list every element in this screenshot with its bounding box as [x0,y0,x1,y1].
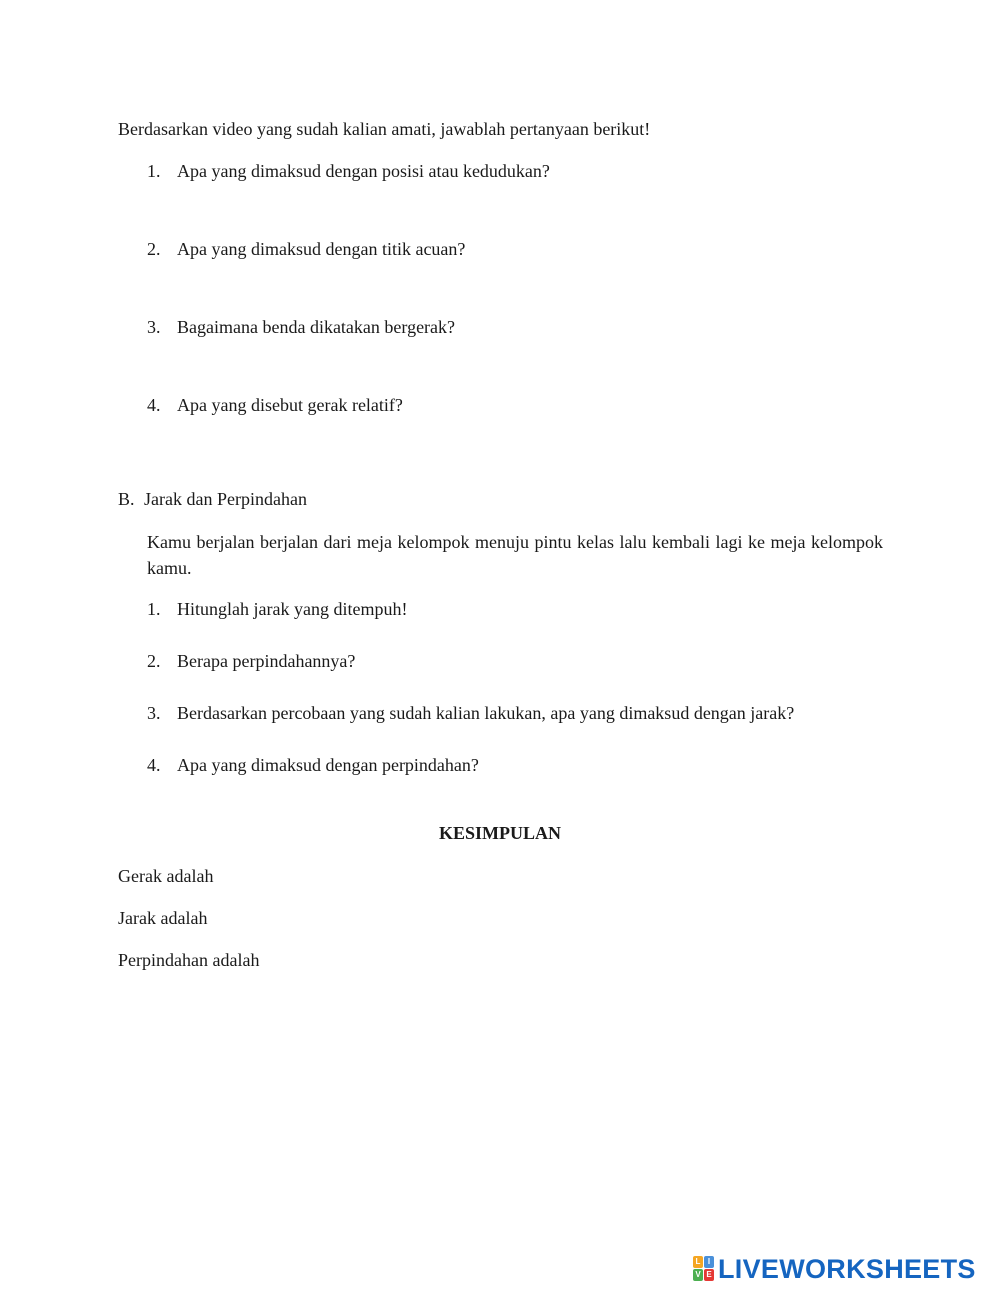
question-a4 [147,392,403,418]
question-text: Apa yang disebut gerak relatif? [177,395,403,415]
question-text: Berdasarkan percobaan yang sudah kalian lakukan, apa yang dimaksud dengan jarak? [177,703,795,723]
question-number: 1. [147,161,161,181]
question-a1 [147,158,550,184]
logo-mark-icon: L I V E [693,1256,715,1282]
intro-instruction: Berdasarkan video yang sudah kalian amati, jawablah pertanyaan berikut! [118,119,651,139]
question-a3 [147,314,455,340]
question-text: Apa yang dimaksud dengan titik acuan? [177,239,466,259]
section-b-heading [118,486,307,512]
question-number: 2. [147,651,161,671]
liveworksheets-logo [693,1253,976,1285]
question-number: 1. [147,599,161,619]
question-a2 [147,236,465,262]
question-b3 [147,700,794,726]
question-number: 4. [147,755,161,775]
section-b-paragraph: Kamu berjalan berjalan dari meja kelompok menuju pintu kelas lalu kembali lagi ke meja kelompok kamu. [147,532,883,578]
question-text: Apa yang dimaksud dengan posisi atau kedudukan? [177,161,550,181]
question-text: Bagaimana benda dikatakan bergerak? [177,317,456,337]
conclusion-line-jarak: Jarak adalah [118,908,208,928]
question-number: 4. [147,395,161,415]
question-b4 [147,752,479,778]
conclusion-line-gerak: Gerak adalah [118,866,214,886]
question-text: Apa yang dimaksud dengan perpindahan? [177,755,479,775]
conclusion-title: KESIMPULAN [438,823,561,843]
section-letter: B. [118,489,135,509]
question-text: Hitunglah jarak yang ditempuh! [177,599,408,619]
question-number: 2. [147,239,161,259]
question-text: Berapa perpindahannya? [177,651,356,671]
question-b2 [147,648,355,674]
question-number: 3. [147,317,161,337]
logo-text: LIVEWORKSHEETS [718,1254,976,1284]
question-number: 3. [147,703,161,723]
question-b1 [147,596,407,622]
conclusion-line-perpindahan: Perpindahan adalah [118,950,260,970]
section-title: Jarak dan Perpindahan [144,489,307,509]
